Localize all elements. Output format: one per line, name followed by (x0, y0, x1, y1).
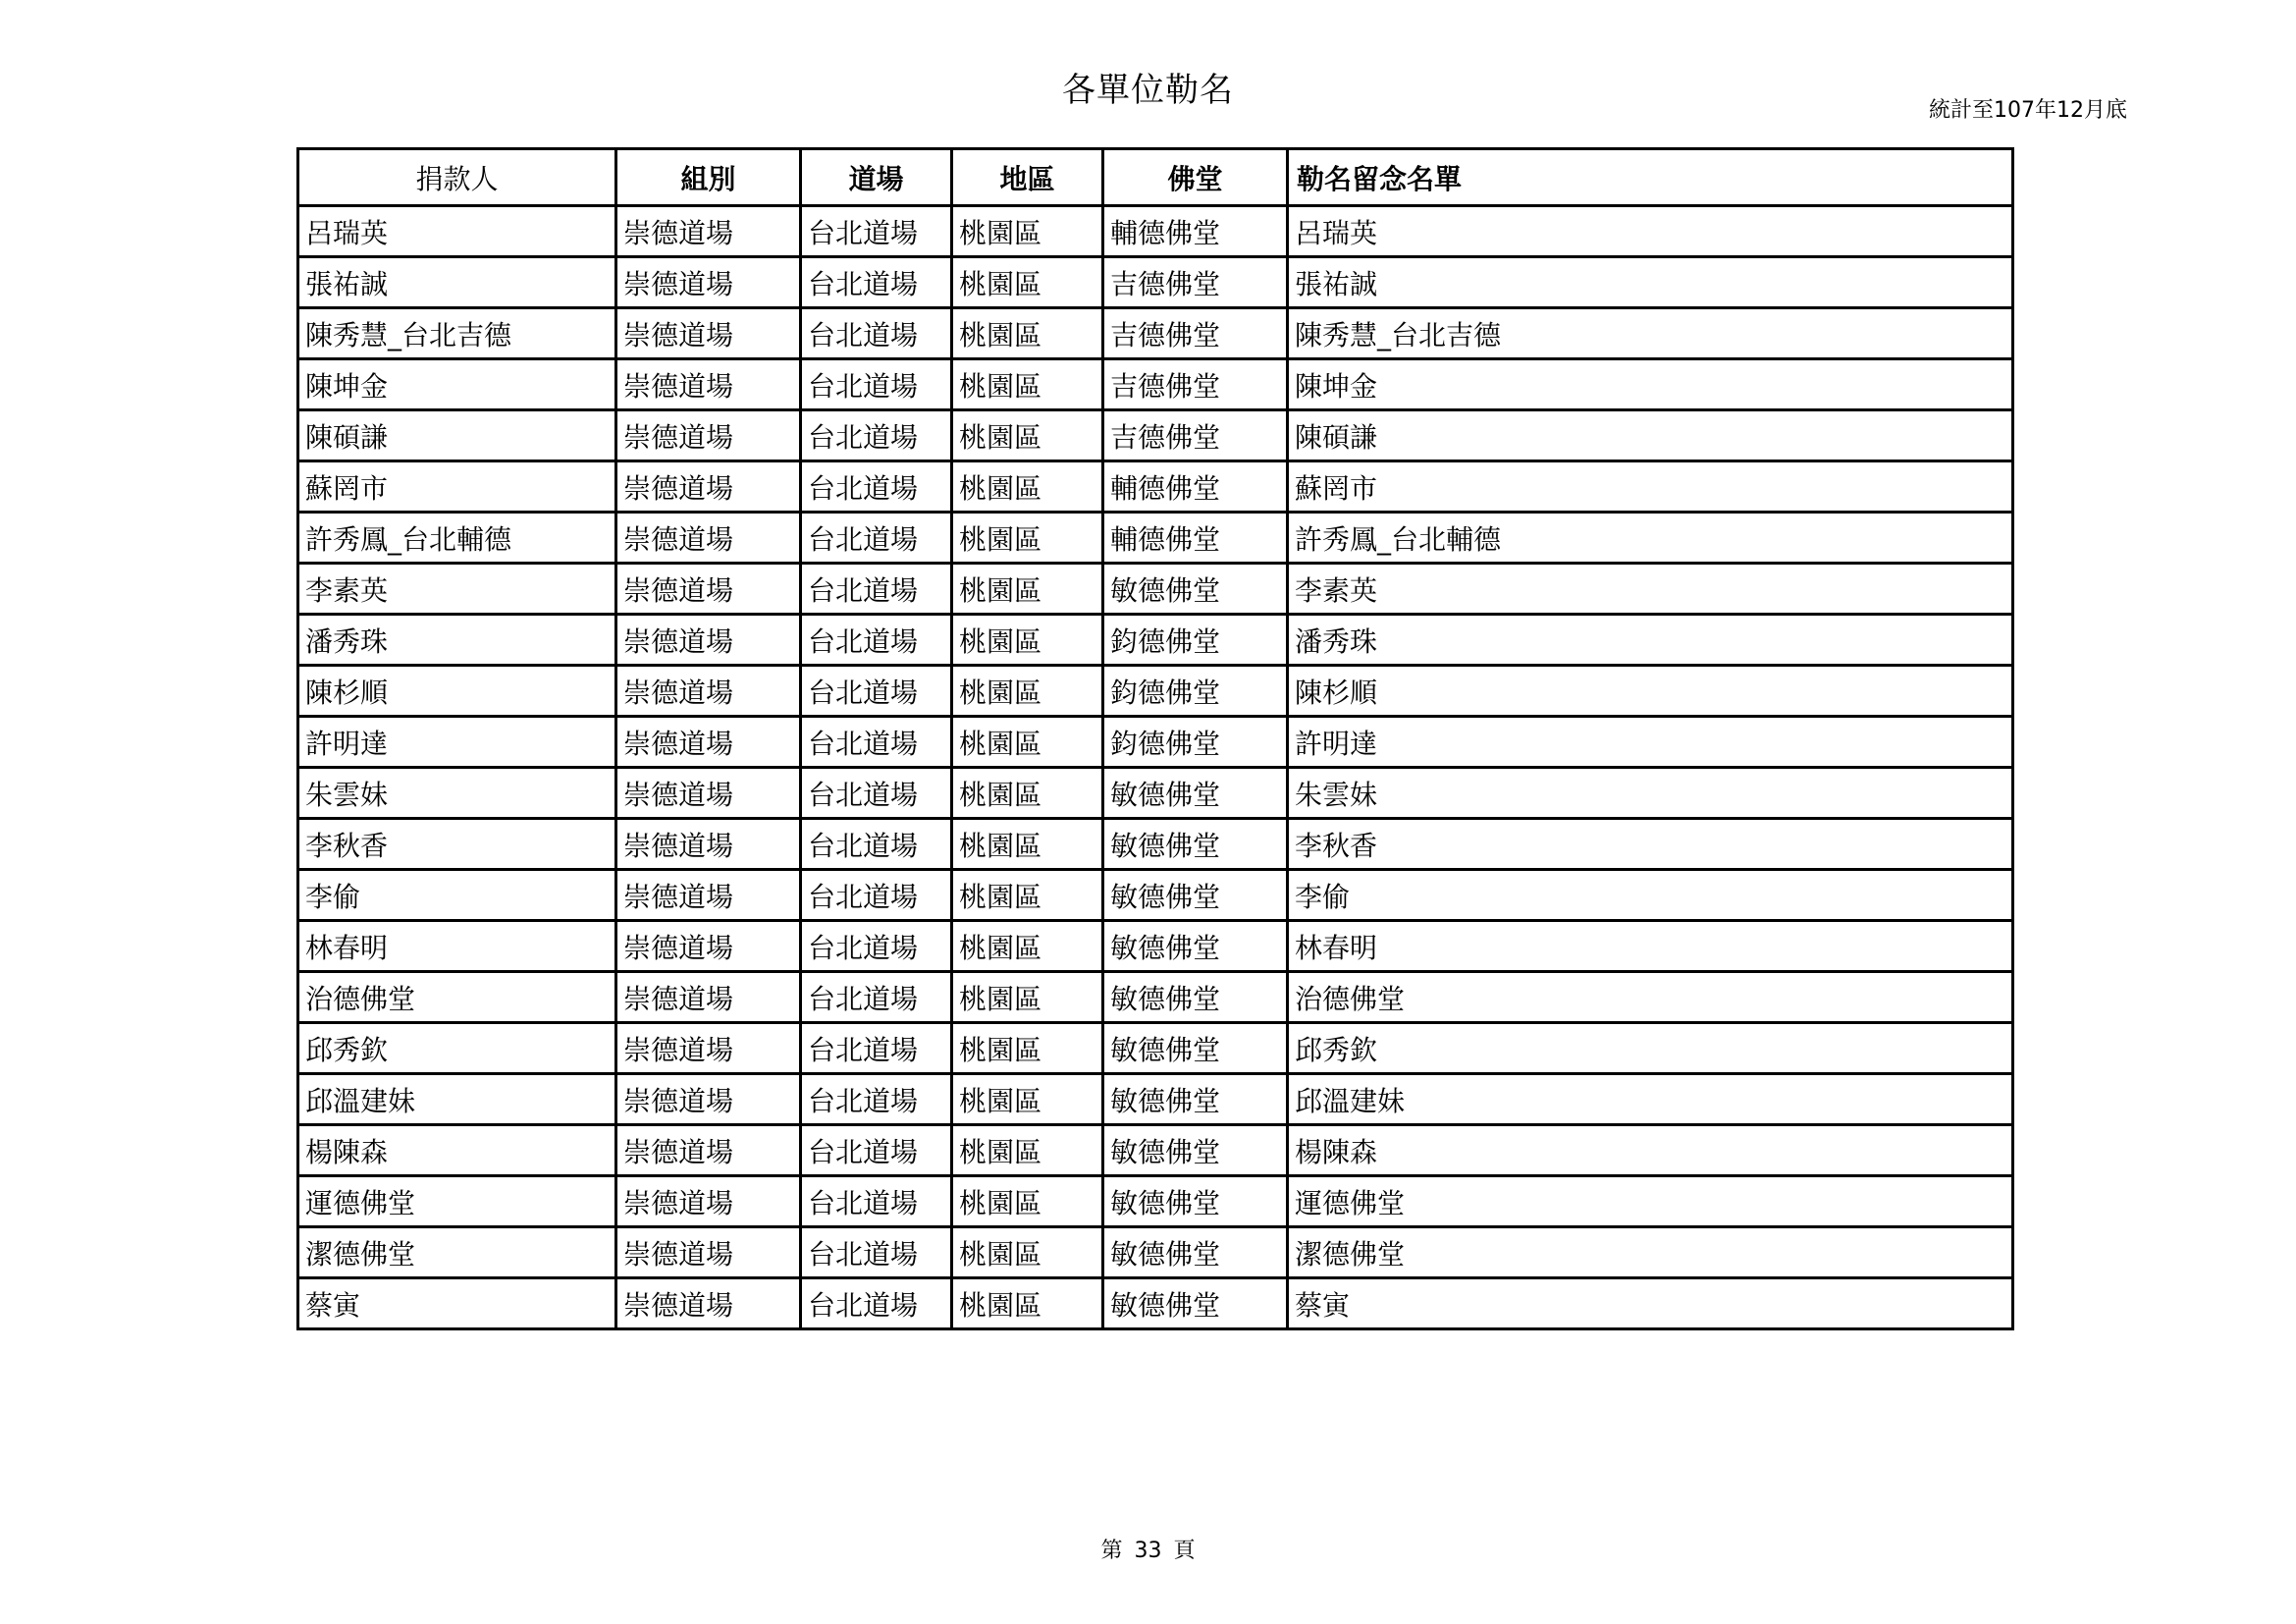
cell-region: 桃園區 (952, 615, 1103, 666)
cell-group: 崇德道場 (616, 359, 801, 410)
donor-table (296, 147, 2014, 1330)
cell-memorial-name: 楊陳森 (1288, 1125, 2013, 1176)
cell-donor: 運德佛堂 (298, 1176, 616, 1227)
cell-dojo: 台北道場 (801, 921, 952, 972)
table-row (298, 870, 2013, 921)
cell-temple: 吉德佛堂 (1103, 359, 1288, 410)
table-row (298, 461, 2013, 513)
cell-donor: 治德佛堂 (298, 972, 616, 1023)
cell-dojo: 台北道場 (801, 410, 952, 461)
table-row (298, 1176, 2013, 1227)
cell-memorial-name: 陳坤金 (1288, 359, 2013, 410)
column-header-dojo: 道場 (801, 149, 952, 206)
table-row (298, 513, 2013, 564)
page-footer-prefix: 第 (1100, 1539, 1123, 1563)
cell-dojo: 台北道場 (801, 615, 952, 666)
cell-donor: 陳坤金 (298, 359, 616, 410)
cell-region: 桃園區 (952, 1278, 1103, 1329)
table-row (298, 308, 2013, 359)
table-row (298, 1125, 2013, 1176)
cell-temple: 輔德佛堂 (1103, 461, 1288, 513)
cell-region: 桃園區 (952, 410, 1103, 461)
cell-dojo: 台北道場 (801, 513, 952, 564)
cell-donor: 潔德佛堂 (298, 1227, 616, 1278)
cell-donor: 陳秀慧_台北吉德 (298, 308, 616, 359)
table-row (298, 564, 2013, 615)
cell-group: 崇德道場 (616, 1023, 801, 1074)
cell-region: 桃園區 (952, 1023, 1103, 1074)
cell-memorial-name: 李秋香 (1288, 819, 2013, 870)
cell-dojo: 台北道場 (801, 1176, 952, 1227)
cell-donor: 潘秀珠 (298, 615, 616, 666)
cell-group: 崇德道場 (616, 666, 801, 717)
cell-donor: 蘇罔市 (298, 461, 616, 513)
cell-group: 崇德道場 (616, 768, 801, 819)
cell-region: 桃園區 (952, 257, 1103, 308)
table-row (298, 359, 2013, 410)
cell-temple: 鈞德佛堂 (1103, 717, 1288, 768)
cell-donor: 邱秀欽 (298, 1023, 616, 1074)
cell-group: 崇德道場 (616, 1176, 801, 1227)
column-header-region: 地區 (952, 149, 1103, 206)
cell-donor: 楊陳森 (298, 1125, 616, 1176)
cell-memorial-name: 陳碩謙 (1288, 410, 2013, 461)
cell-memorial-name: 潘秀珠 (1288, 615, 2013, 666)
cell-temple: 吉德佛堂 (1103, 410, 1288, 461)
cell-temple: 敏德佛堂 (1103, 870, 1288, 921)
table-row (298, 1227, 2013, 1278)
cell-memorial-name: 呂瑞英 (1288, 206, 2013, 257)
cell-dojo: 台北道場 (801, 1074, 952, 1125)
cell-memorial-name: 張祐誠 (1288, 257, 2013, 308)
cell-dojo: 台北道場 (801, 1125, 952, 1176)
cell-region: 桃園區 (952, 513, 1103, 564)
cell-group: 崇德道場 (616, 870, 801, 921)
cell-memorial-name: 邱溫建妹 (1288, 1074, 2013, 1125)
stat-date-note: 統計至107年12月底 (1929, 98, 2127, 123)
cell-memorial-name: 李偷 (1288, 870, 2013, 921)
cell-group: 崇德道場 (616, 717, 801, 768)
cell-temple: 輔德佛堂 (1103, 206, 1288, 257)
cell-memorial-name: 朱雲妹 (1288, 768, 2013, 819)
cell-dojo: 台北道場 (801, 564, 952, 615)
table-row (298, 1023, 2013, 1074)
cell-memorial-name: 許明達 (1288, 717, 2013, 768)
table-row (298, 768, 2013, 819)
cell-donor: 陳杉順 (298, 666, 616, 717)
cell-memorial-name: 蔡寅 (1288, 1278, 2013, 1329)
cell-memorial-name: 蘇罔市 (1288, 461, 2013, 513)
cell-group: 崇德道場 (616, 410, 801, 461)
cell-donor: 陳碩謙 (298, 410, 616, 461)
cell-dojo: 台北道場 (801, 206, 952, 257)
cell-group: 崇德道場 (616, 819, 801, 870)
cell-dojo: 台北道場 (801, 819, 952, 870)
cell-group: 崇德道場 (616, 206, 801, 257)
cell-donor: 李秋香 (298, 819, 616, 870)
cell-dojo: 台北道場 (801, 768, 952, 819)
cell-region: 桃園區 (952, 1176, 1103, 1227)
page-footer-suffix: 頁 (1173, 1539, 1196, 1563)
table-row (298, 1278, 2013, 1329)
cell-region: 桃園區 (952, 717, 1103, 768)
cell-memorial-name: 許秀鳳_台北輔德 (1288, 513, 2013, 564)
cell-temple: 敏德佛堂 (1103, 1023, 1288, 1074)
table-row (298, 206, 2013, 257)
table-row (298, 1074, 2013, 1125)
cell-region: 桃園區 (952, 359, 1103, 410)
cell-temple: 吉德佛堂 (1103, 308, 1288, 359)
cell-group: 崇德道場 (616, 1074, 801, 1125)
cell-memorial-name: 邱秀欽 (1288, 1023, 2013, 1074)
cell-memorial-name: 陳杉順 (1288, 666, 2013, 717)
cell-dojo: 台北道場 (801, 666, 952, 717)
cell-region: 桃園區 (952, 870, 1103, 921)
cell-donor: 李素英 (298, 564, 616, 615)
cell-temple: 敏德佛堂 (1103, 1278, 1288, 1329)
cell-dojo: 台北道場 (801, 1278, 952, 1329)
cell-temple: 敏德佛堂 (1103, 768, 1288, 819)
cell-temple: 敏德佛堂 (1103, 1125, 1288, 1176)
cell-group: 崇德道場 (616, 257, 801, 308)
cell-donor: 許秀鳳_台北輔德 (298, 513, 616, 564)
cell-memorial-name: 治德佛堂 (1288, 972, 2013, 1023)
cell-temple: 敏德佛堂 (1103, 819, 1288, 870)
page-footer (0, 1534, 2296, 1564)
column-header-temple: 佛堂 (1103, 149, 1288, 206)
cell-dojo: 台北道場 (801, 717, 952, 768)
cell-temple: 吉德佛堂 (1103, 257, 1288, 308)
table-row (298, 921, 2013, 972)
cell-temple: 敏德佛堂 (1103, 972, 1288, 1023)
cell-region: 桃園區 (952, 921, 1103, 972)
cell-memorial-name: 陳秀慧_台北吉德 (1288, 308, 2013, 359)
cell-region: 桃園區 (952, 819, 1103, 870)
cell-temple: 敏德佛堂 (1103, 1176, 1288, 1227)
cell-donor: 蔡寅 (298, 1278, 616, 1329)
cell-group: 崇德道場 (616, 1125, 801, 1176)
page-title: 各單位勒名 (1062, 71, 1234, 110)
cell-dojo: 台北道場 (801, 308, 952, 359)
cell-dojo: 台北道場 (801, 870, 952, 921)
cell-temple: 敏德佛堂 (1103, 1227, 1288, 1278)
cell-region: 桃園區 (952, 308, 1103, 359)
table-row (298, 972, 2013, 1023)
cell-donor: 李偷 (298, 870, 616, 921)
table-row (298, 257, 2013, 308)
cell-region: 桃園區 (952, 972, 1103, 1023)
cell-region: 桃園區 (952, 1227, 1103, 1278)
cell-region: 桃園區 (952, 768, 1103, 819)
cell-temple: 敏德佛堂 (1103, 1074, 1288, 1125)
cell-group: 崇德道場 (616, 461, 801, 513)
cell-region: 桃園區 (952, 1125, 1103, 1176)
cell-donor: 呂瑞英 (298, 206, 616, 257)
cell-group: 崇德道場 (616, 308, 801, 359)
cell-temple: 鈞德佛堂 (1103, 666, 1288, 717)
table-row (298, 615, 2013, 666)
cell-donor: 朱雲妹 (298, 768, 616, 819)
cell-group: 崇德道場 (616, 972, 801, 1023)
cell-donor: 許明達 (298, 717, 616, 768)
cell-group: 崇德道場 (616, 921, 801, 972)
cell-memorial-name: 林春明 (1288, 921, 2013, 972)
cell-group: 崇德道場 (616, 615, 801, 666)
table-row (298, 666, 2013, 717)
cell-temple: 敏德佛堂 (1103, 921, 1288, 972)
cell-dojo: 台北道場 (801, 1023, 952, 1074)
cell-region: 桃園區 (952, 1074, 1103, 1125)
cell-dojo: 台北道場 (801, 359, 952, 410)
cell-dojo: 台北道場 (801, 461, 952, 513)
column-header-memorial-list: 勒名留念名單 (1288, 149, 2013, 206)
cell-group: 崇德道場 (616, 513, 801, 564)
cell-memorial-name: 李素英 (1288, 564, 2013, 615)
cell-memorial-name: 潔德佛堂 (1288, 1227, 2013, 1278)
cell-group: 崇德道場 (616, 564, 801, 615)
cell-group: 崇德道場 (616, 1278, 801, 1329)
cell-region: 桃園區 (952, 206, 1103, 257)
cell-temple: 鈞德佛堂 (1103, 615, 1288, 666)
cell-temple: 敏德佛堂 (1103, 564, 1288, 615)
cell-region: 桃園區 (952, 461, 1103, 513)
cell-region: 桃園區 (952, 666, 1103, 717)
table-row (298, 819, 2013, 870)
table-row (298, 717, 2013, 768)
column-header-group: 組別 (616, 149, 801, 206)
cell-donor: 邱溫建妹 (298, 1074, 616, 1125)
table-row (298, 410, 2013, 461)
cell-donor: 林春明 (298, 921, 616, 972)
cell-region: 桃園區 (952, 564, 1103, 615)
page-number: 33 (1134, 1539, 1162, 1563)
table-header-row (298, 149, 2013, 206)
cell-temple: 輔德佛堂 (1103, 513, 1288, 564)
cell-memorial-name: 運德佛堂 (1288, 1176, 2013, 1227)
cell-dojo: 台北道場 (801, 972, 952, 1023)
cell-group: 崇德道場 (616, 1227, 801, 1278)
cell-dojo: 台北道場 (801, 1227, 952, 1278)
column-header-donor: 捐款人 (298, 149, 616, 206)
cell-donor: 張祐誠 (298, 257, 616, 308)
cell-dojo: 台北道場 (801, 257, 952, 308)
